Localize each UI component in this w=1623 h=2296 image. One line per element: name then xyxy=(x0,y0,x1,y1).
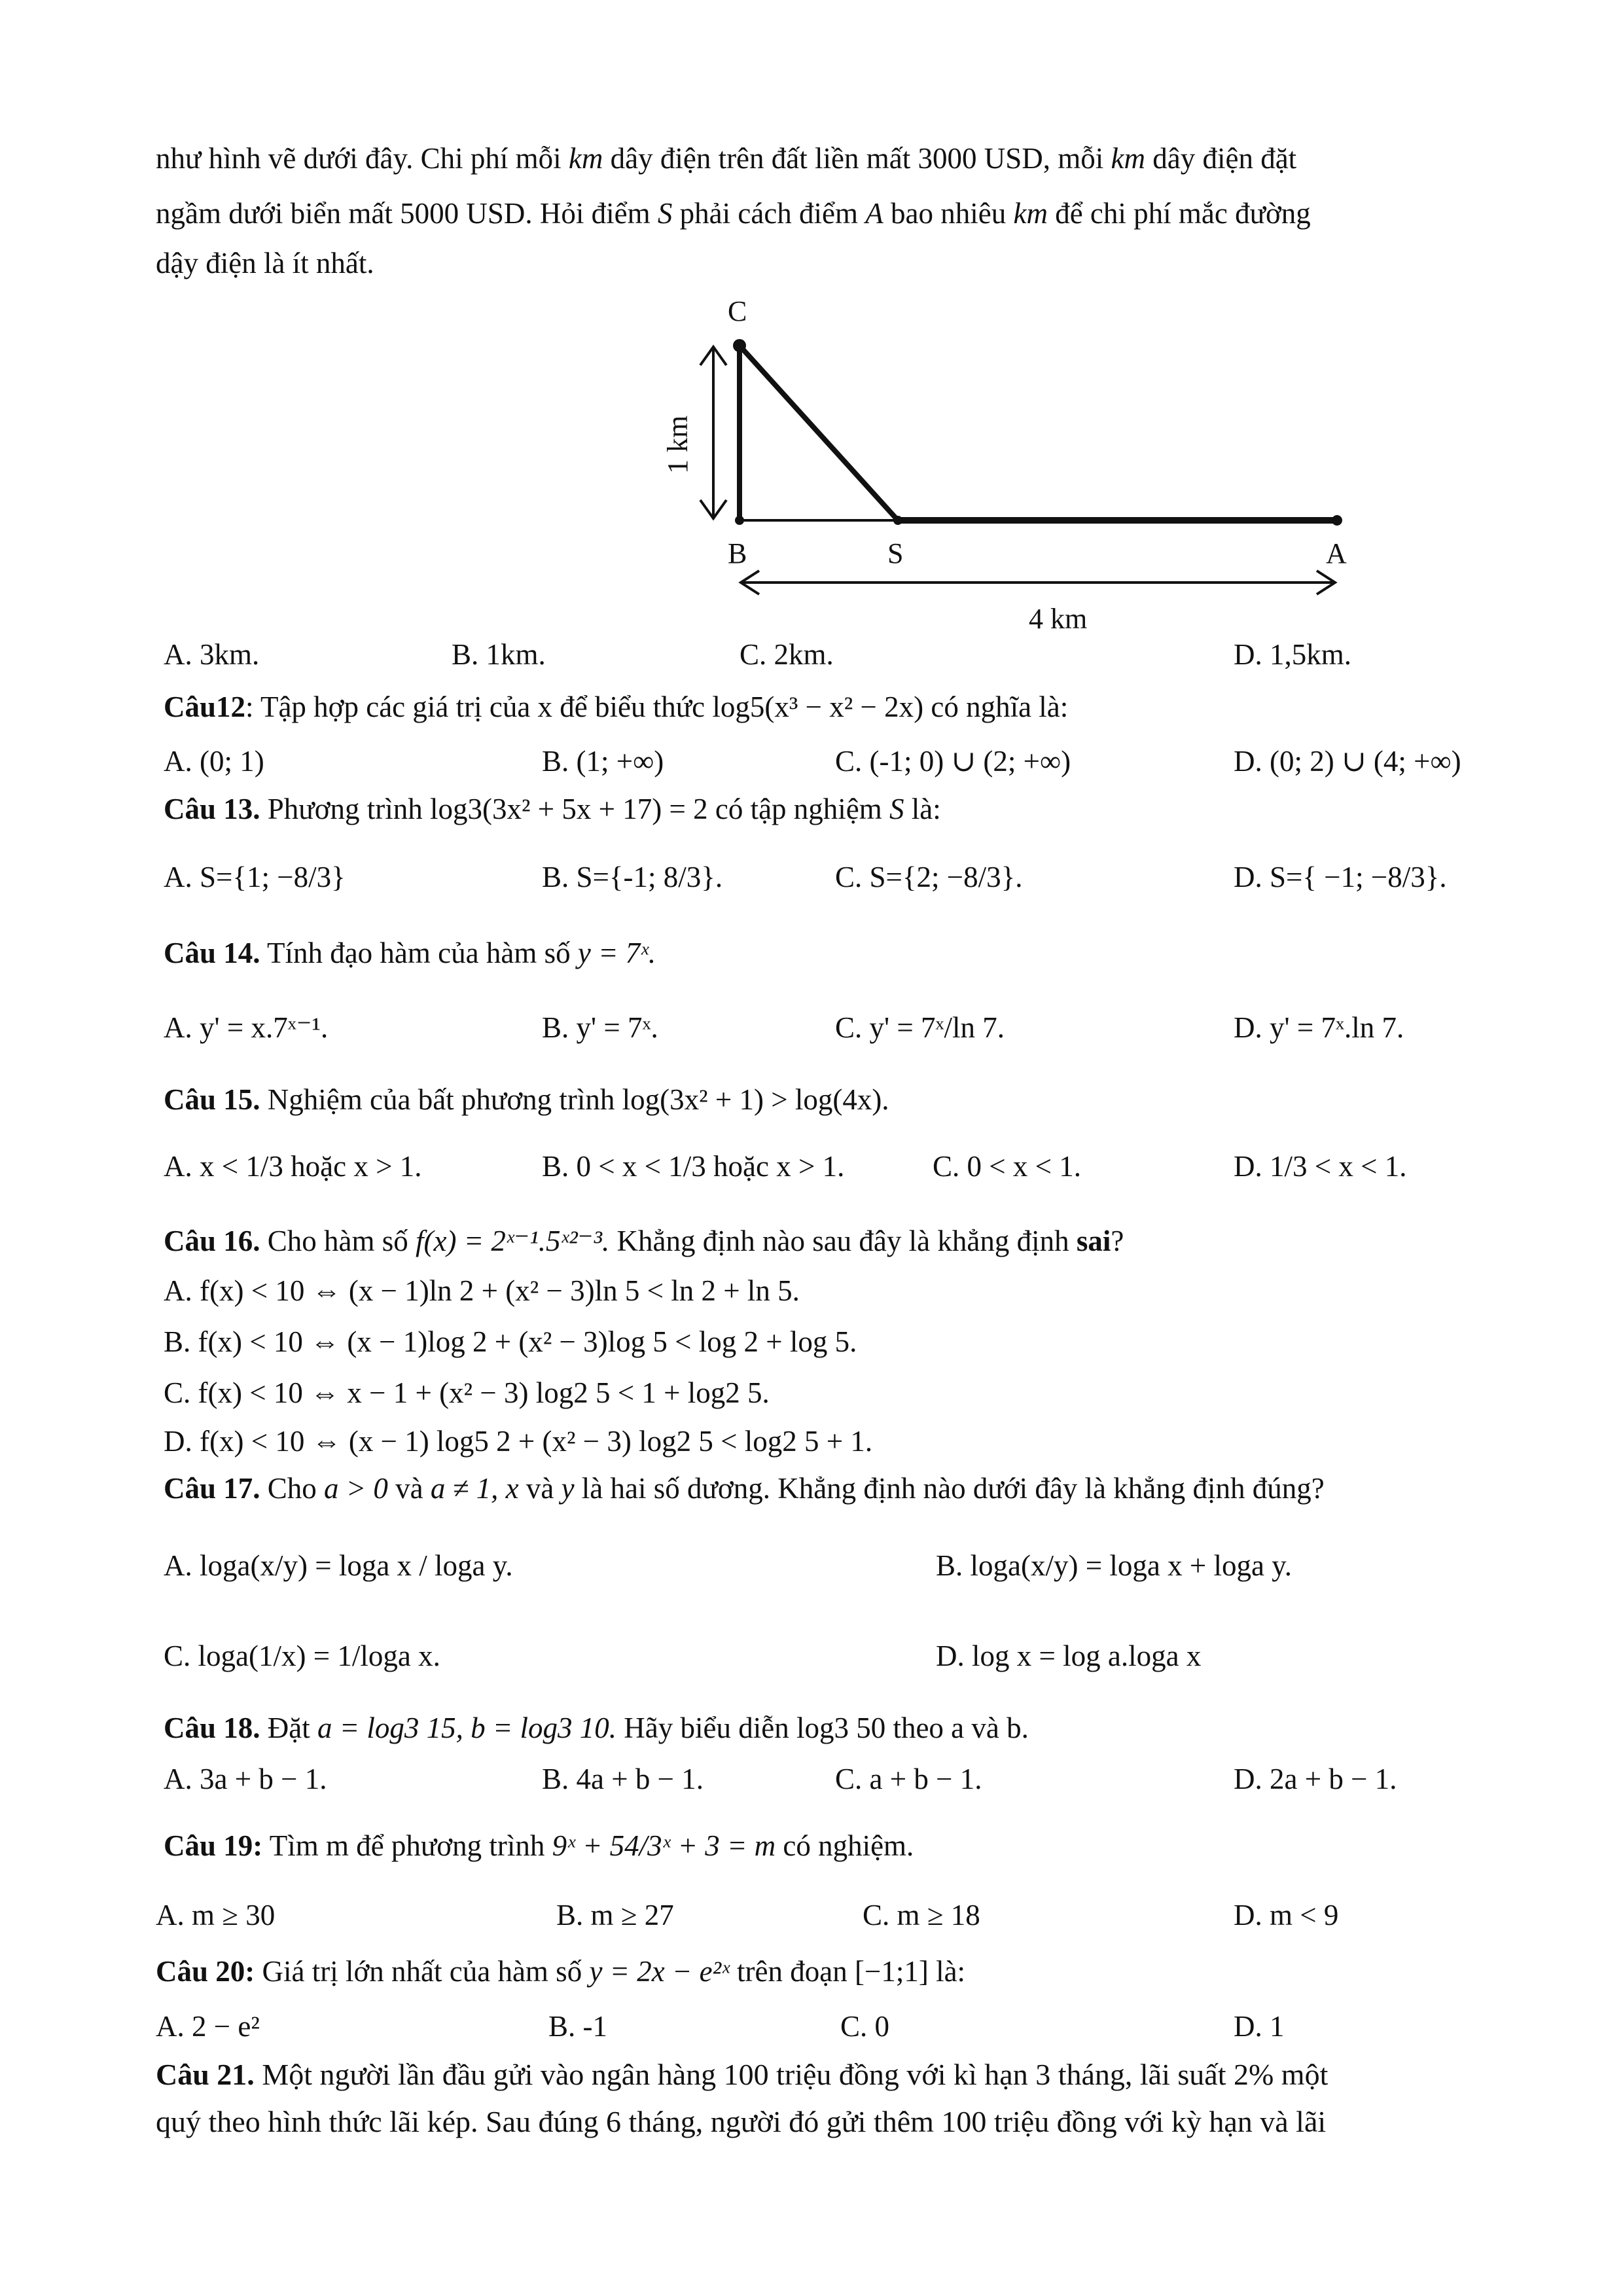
math-expr: y = 7ˣ. xyxy=(577,937,656,969)
text-span: ngầm dưới biển mất xyxy=(156,197,401,230)
q19-option-a[interactable]: A. m ≥ 30 xyxy=(156,1899,276,1931)
q19-stem xyxy=(164,1826,914,1865)
q16-option-c[interactable]: C. f(x) < 10 ⇔ x − 1 + (x² − 3) log2 5 < 1 + log2 5. xyxy=(164,1376,770,1409)
text-span: ? xyxy=(1111,1225,1124,1257)
text-span: Cho hàm số xyxy=(260,1225,416,1257)
q18-option-b[interactable]: B. 4a + b − 1. xyxy=(542,1763,704,1795)
math-expr: a = log3 15, b = log3 10. xyxy=(317,1712,617,1744)
q14-option-c[interactable]: C. y' = 7ˣ/ln 7. xyxy=(835,1011,1005,1044)
q21-line2 xyxy=(156,2098,1491,2145)
text-span: là: xyxy=(928,1955,966,1988)
q15-stem xyxy=(164,1080,889,1119)
q13-option-a[interactable]: A. S={1; −8/3} xyxy=(164,861,346,893)
q21-line1 xyxy=(156,2051,1491,2098)
text-span: là hai số dương. Khẳng định nào dưới đây là khẳng định đúng? xyxy=(574,1472,1325,1505)
q13-option-b[interactable]: B. S={-1; 8/3}. xyxy=(542,861,723,893)
text-span: như hình vẽ dưới đây. Chi phí mỗi xyxy=(156,142,569,175)
q13-option-c[interactable]: C. S={2; −8/3}. xyxy=(835,861,1023,893)
text-span: có tập nghiệm xyxy=(707,793,890,825)
q11-option-d[interactable]: D. 1,5km. xyxy=(1234,638,1351,671)
q15-option-b[interactable]: B. 0 < x < 1/3 hoặc x > 1. xyxy=(542,1150,845,1183)
text-span: quý theo hình thức lãi kép. Sau đúng 6 tháng, người đó gửi thêm 100 triệu đồng với kỳ hạn và lãi xyxy=(156,2105,1327,2138)
q12-option-d[interactable]: D. (0; 2) ∪ (4; +∞) xyxy=(1234,745,1461,778)
label-a: A xyxy=(1326,537,1347,569)
q15-option-a[interactable]: A. x < 1/3 hoặc x > 1. xyxy=(164,1150,422,1183)
q11-intro-line3 xyxy=(156,240,1491,287)
q20-option-d[interactable]: D. 1 xyxy=(1234,2010,1285,2043)
text-span: Giá trị lớn nhất của hàm số xyxy=(255,1955,590,1988)
q12-option-b[interactable]: B. (1; +∞) xyxy=(542,745,664,778)
text-span: Nghiệm của bất phương trình xyxy=(260,1083,622,1116)
q15-option-d[interactable]: D. 1/3 < x < 1. xyxy=(1234,1150,1407,1183)
question-label: Câu 13. xyxy=(164,793,260,825)
label-1km: 1 km xyxy=(662,415,694,474)
math-expr: f(x) = 2ˣ⁻¹.5ˣ²⁻³. xyxy=(416,1225,610,1257)
q20-option-b[interactable]: B. -1 xyxy=(548,2010,607,2043)
cost-sea: 5000 USD xyxy=(400,197,526,230)
text-span: dậy điện là ít nhất. xyxy=(156,247,374,279)
question-label: Câu 20: xyxy=(156,1955,255,1988)
q14-option-d[interactable]: D. y' = 7ˣ.ln 7. xyxy=(1234,1011,1404,1044)
q16-option-d[interactable]: D. f(x) < 10 ⇔ (x − 1) log5 2 + (x² − 3) log2 5 < log2 5 + 1. xyxy=(164,1425,873,1458)
text-span: bao nhiêu xyxy=(883,197,1014,230)
text-span: Hãy biểu diễn xyxy=(616,1712,796,1744)
q18-stem xyxy=(164,1708,1029,1748)
text-span: Một người lần đầu gửi vào ngân hàng 100 triệu đồng với kì hạn 3 tháng, lãi suất 2% một xyxy=(254,2058,1329,2091)
text-span: để chi phí mắc đường xyxy=(1047,197,1311,230)
text-span: Tìm m để phương trình xyxy=(262,1829,552,1862)
q16-stem xyxy=(164,1221,1124,1261)
q16-option-a[interactable]: A. f(x) < 10 ⇔ (x − 1)ln 2 + (x² − 3)ln 5 < ln 2 + ln 5. xyxy=(164,1274,800,1307)
text-span: có nghĩa là: xyxy=(923,691,1069,723)
question-label: Câu 17. xyxy=(164,1472,260,1505)
set-s: S xyxy=(889,793,904,825)
q13-stem xyxy=(164,789,941,829)
q17-option-a[interactable]: A. loga(x/y) = loga x / loga y. xyxy=(164,1549,513,1582)
segment-cs xyxy=(740,346,898,520)
question-label: Câu 19: xyxy=(164,1829,263,1862)
point-a-dot xyxy=(1332,515,1342,526)
point-a: A xyxy=(865,197,883,230)
q20-option-a[interactable]: A. 2 − e² xyxy=(156,2010,260,2043)
q17-option-d[interactable]: D. log x = log a.loga x xyxy=(936,1640,1202,1672)
math-interval: [−1;1] xyxy=(854,1955,929,1988)
question-label: Câu 15. xyxy=(164,1083,260,1116)
q11-option-b[interactable]: B. 1km. xyxy=(452,638,546,671)
unit-km: km xyxy=(568,142,603,175)
math-expr: a > 0 xyxy=(324,1472,388,1505)
text-span: Đặt xyxy=(260,1712,318,1744)
q11-option-a[interactable]: A. 3km. xyxy=(164,638,260,671)
q18-option-c[interactable]: C. a + b − 1. xyxy=(835,1763,982,1795)
q20-stem xyxy=(156,1952,965,1991)
text-span: . Hỏi điểm xyxy=(525,197,658,230)
label-s: S xyxy=(887,537,904,569)
q20-option-c[interactable]: C. 0 xyxy=(840,2010,890,2043)
text-span: phải cách điểm xyxy=(672,197,866,230)
q12-stem xyxy=(164,687,1068,726)
q14-stem xyxy=(164,933,656,973)
q14-option-a[interactable]: A. y' = x.7ˣ⁻¹. xyxy=(164,1011,329,1044)
math-expr: a ≠ 1, x xyxy=(430,1472,519,1505)
unit-km: km xyxy=(1013,197,1048,230)
text-span: dây điện trên đất liền mất xyxy=(603,142,918,175)
point-s: S xyxy=(657,197,673,230)
q16-option-b[interactable]: B. f(x) < 10 ⇔ (x − 1)log 2 + (x² − 3)log 5 < log 2 + log 5. xyxy=(164,1325,857,1358)
emphasis-sai: sai xyxy=(1076,1225,1111,1257)
text-span: , mỗi xyxy=(1043,142,1111,175)
text-span: Khẳng định nào sau đây là khẳng định xyxy=(609,1225,1077,1257)
text-span: : Tập hợp các giá trị của x để biểu thức xyxy=(245,691,713,723)
math-expr: log3(3x² + 5x + 17) = 2 xyxy=(429,793,708,825)
text-span: có nghiệm. xyxy=(776,1829,914,1862)
text-span: và xyxy=(387,1472,431,1505)
point-s-dot xyxy=(893,516,902,525)
text-span: là: xyxy=(904,793,941,825)
q15-option-c[interactable]: C. 0 < x < 1. xyxy=(933,1150,1082,1183)
label-c: C xyxy=(728,295,747,327)
cost-land: 3000 USD xyxy=(918,142,1043,175)
text-span: Phương trình xyxy=(260,793,430,825)
math-var: y xyxy=(561,1472,575,1505)
label-4km: 4 km xyxy=(1029,603,1088,635)
question-label: Câu12 xyxy=(164,691,246,723)
text-span: dây điện đặt xyxy=(1145,142,1297,175)
q12-option-c[interactable]: C. (-1; 0) ∪ (2; +∞) xyxy=(835,745,1071,778)
cable-diagram xyxy=(654,288,1400,641)
point-b-dot xyxy=(735,516,744,525)
q17-option-c[interactable]: C. loga(1/x) = 1/loga x. xyxy=(164,1640,440,1672)
q19-option-b[interactable]: B. m ≥ 27 xyxy=(556,1899,674,1931)
question-label: Câu 21. xyxy=(156,2058,255,2091)
q19-option-c[interactable]: C. m ≥ 18 xyxy=(863,1899,980,1931)
math-expr: log3 50 xyxy=(796,1712,886,1744)
label-b: B xyxy=(728,537,747,569)
question-label: Câu 16. xyxy=(164,1225,260,1257)
q17-stem xyxy=(164,1469,1325,1508)
q18-option-d[interactable]: D. 2a + b − 1. xyxy=(1234,1763,1397,1795)
q18-option-a[interactable]: A. 3a + b − 1. xyxy=(164,1763,327,1795)
unit-km: km xyxy=(1111,142,1145,175)
math-expr: y = 2x − e²ˣ xyxy=(589,1955,730,1988)
text-span: theo a và b. xyxy=(885,1712,1029,1744)
text-span: và xyxy=(518,1472,562,1505)
text-span: Cho xyxy=(260,1472,325,1505)
text-span: trên đoạn xyxy=(729,1955,855,1988)
question-label: Câu 18. xyxy=(164,1712,260,1744)
q13-option-d[interactable]: D. S={ −1; −8/3}. xyxy=(1234,861,1447,893)
text-span: Tính đạo hàm của hàm số xyxy=(260,937,578,969)
q19-option-d[interactable]: D. m < 9 xyxy=(1234,1899,1339,1931)
math-expr: log5(x³ − x² − 2x) xyxy=(712,691,924,723)
q12-option-a[interactable]: A. (0; 1) xyxy=(164,745,264,778)
question-label: Câu 14. xyxy=(164,937,260,969)
q14-option-b[interactable]: B. y' = 7ˣ. xyxy=(542,1011,658,1044)
q11-option-c[interactable]: C. 2km. xyxy=(740,638,834,671)
math-expr: log(3x² + 1) > log(4x). xyxy=(622,1083,889,1116)
point-c-dot xyxy=(733,339,746,352)
math-expr: 9ˣ + 54/3ˣ + 3 = m xyxy=(552,1829,776,1862)
q17-option-b[interactable]: B. loga(x/y) = loga x + loga y. xyxy=(936,1549,1292,1582)
q11-intro-line2 xyxy=(156,190,1491,237)
q11-intro-line1 xyxy=(156,135,1491,182)
